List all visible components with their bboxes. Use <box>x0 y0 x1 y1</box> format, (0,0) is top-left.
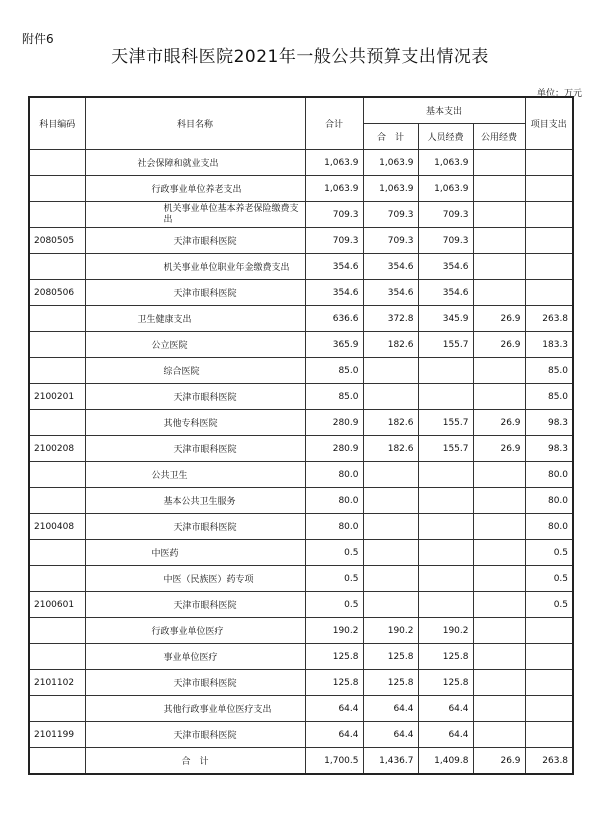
cell-personnel: 1,063.9 <box>418 150 473 176</box>
cell-public <box>473 462 525 488</box>
cell-code <box>29 540 85 566</box>
cell-personnel <box>418 384 473 410</box>
cell-personnel: 155.7 <box>418 332 473 358</box>
cell-total: 636.6 <box>305 306 363 332</box>
page-title: 天津市眼科医院2021年一般公共预算支出情况表 <box>111 47 489 67</box>
cell-total: 354.6 <box>305 280 363 306</box>
cell-total: 125.8 <box>305 670 363 696</box>
cell-basic-total <box>363 488 418 514</box>
cell-basic-total <box>363 592 418 618</box>
cell-project: 0.5 <box>525 540 573 566</box>
total-label: 合 计 <box>85 748 305 775</box>
cell-name: 天津市眼科医院 <box>85 592 305 618</box>
cell-public <box>473 358 525 384</box>
unit-label: 单位：万元 <box>536 89 582 99</box>
col-header-total: 合计 <box>305 97 363 150</box>
cell-total: 80.0 <box>305 462 363 488</box>
table-row <box>29 618 573 644</box>
cell-basic-total: 125.8 <box>363 644 418 670</box>
cell-total: 0.5 <box>305 566 363 592</box>
table-row <box>29 280 573 306</box>
cell-name: 行政事业单位养老支出 <box>85 176 305 202</box>
cell-code <box>29 488 85 514</box>
table-row <box>29 696 573 722</box>
cell-personnel: 155.7 <box>418 410 473 436</box>
cell-personnel <box>418 358 473 384</box>
cell-total: 85.0 <box>305 358 363 384</box>
table-row <box>29 488 573 514</box>
cell-personnel: 190.2 <box>418 618 473 644</box>
cell-code <box>29 254 85 280</box>
cell-basic-total <box>363 462 418 488</box>
cell-code: 2100201 <box>29 384 85 410</box>
cell-project <box>525 722 573 748</box>
cell-project <box>525 696 573 722</box>
cell-public <box>473 514 525 540</box>
cell-code <box>29 566 85 592</box>
total-code-cell <box>29 748 85 775</box>
cell-personnel <box>418 462 473 488</box>
cell-public: 26.9 <box>473 306 525 332</box>
cell-public: 26.9 <box>473 436 525 462</box>
cell-name: 社会保障和就业支出 <box>85 150 305 176</box>
cell-public <box>473 488 525 514</box>
cell-name: 公立医院 <box>85 332 305 358</box>
cell-public <box>473 618 525 644</box>
cell-basic-total <box>363 514 418 540</box>
col-header-personnel: 人员经费 <box>418 124 473 150</box>
col-header-basic: 基本支出 <box>363 97 525 124</box>
cell-project: 80.0 <box>525 488 573 514</box>
table-row <box>29 644 573 670</box>
cell-total: 64.4 <box>305 696 363 722</box>
cell-name: 行政事业单位医疗 <box>85 618 305 644</box>
cell-public <box>473 670 525 696</box>
cell-public <box>473 280 525 306</box>
cell-basic-total: 709.3 <box>363 202 418 228</box>
cell-project: 0.5 <box>525 566 573 592</box>
cell-code <box>29 332 85 358</box>
cell-project <box>525 228 573 254</box>
cell-basic-total: 182.6 <box>363 436 418 462</box>
cell-name: 中医药 <box>85 540 305 566</box>
cell-project <box>525 280 573 306</box>
cell-code: 2080506 <box>29 280 85 306</box>
cell-name: 天津市眼科医院 <box>85 228 305 254</box>
cell-personnel: 709.3 <box>418 228 473 254</box>
cell-total: 1,063.9 <box>305 150 363 176</box>
cell-code: 2080505 <box>29 228 85 254</box>
cell-total: 0.5 <box>305 592 363 618</box>
cell-personnel <box>418 514 473 540</box>
cell-public <box>473 644 525 670</box>
cell-total: 280.9 <box>305 410 363 436</box>
cell-personnel: 125.8 <box>418 644 473 670</box>
budget-table <box>28 96 574 775</box>
total-basic-total: 1,436.7 <box>363 748 418 775</box>
table-row <box>29 306 573 332</box>
cell-total: 280.9 <box>305 436 363 462</box>
cell-public <box>473 696 525 722</box>
table-row <box>29 436 573 462</box>
cell-personnel <box>418 566 473 592</box>
cell-name: 天津市眼科医院 <box>85 670 305 696</box>
table-body <box>29 150 573 748</box>
cell-project <box>525 176 573 202</box>
cell-public <box>473 176 525 202</box>
cell-basic-total: 1,063.9 <box>363 150 418 176</box>
cell-code <box>29 176 85 202</box>
table-row <box>29 150 573 176</box>
cell-personnel: 345.9 <box>418 306 473 332</box>
cell-project <box>525 670 573 696</box>
table-row <box>29 592 573 618</box>
table-row <box>29 176 573 202</box>
cell-personnel: 354.6 <box>418 254 473 280</box>
cell-basic-total: 182.6 <box>363 410 418 436</box>
cell-name: 中医（民族医）药专项 <box>85 566 305 592</box>
table-row <box>29 358 573 384</box>
col-header-code: 科目编码 <box>29 97 85 150</box>
table-row <box>29 670 573 696</box>
cell-project: 98.3 <box>525 410 573 436</box>
table-row <box>29 254 573 280</box>
cell-total: 125.8 <box>305 644 363 670</box>
cell-public <box>473 254 525 280</box>
cell-code: 2100408 <box>29 514 85 540</box>
cell-code: 2100208 <box>29 436 85 462</box>
table-row <box>29 722 573 748</box>
cell-total: 80.0 <box>305 488 363 514</box>
cell-basic-total: 354.6 <box>363 254 418 280</box>
cell-code <box>29 644 85 670</box>
cell-personnel <box>418 488 473 514</box>
cell-total: 709.3 <box>305 202 363 228</box>
cell-project: 80.0 <box>525 514 573 540</box>
cell-project: 80.0 <box>525 462 573 488</box>
cell-name: 事业单位医疗 <box>85 644 305 670</box>
cell-basic-total: 64.4 <box>363 696 418 722</box>
cell-basic-total <box>363 358 418 384</box>
cell-personnel: 64.4 <box>418 722 473 748</box>
cell-basic-total: 354.6 <box>363 280 418 306</box>
cell-code: 2100601 <box>29 592 85 618</box>
cell-total: 85.0 <box>305 384 363 410</box>
cell-project: 85.0 <box>525 384 573 410</box>
cell-public <box>473 150 525 176</box>
cell-code <box>29 202 85 228</box>
cell-personnel: 125.8 <box>418 670 473 696</box>
cell-project <box>525 618 573 644</box>
table-row <box>29 514 573 540</box>
cell-code <box>29 306 85 332</box>
cell-project: 98.3 <box>525 436 573 462</box>
col-header-basic-total: 合 计 <box>363 124 418 150</box>
cell-name: 综合医院 <box>85 358 305 384</box>
cell-project: 0.5 <box>525 592 573 618</box>
table-row <box>29 202 573 228</box>
cell-name: 天津市眼科医院 <box>85 384 305 410</box>
cell-code <box>29 618 85 644</box>
cell-public: 26.9 <box>473 410 525 436</box>
cell-project: 183.3 <box>525 332 573 358</box>
cell-basic-total: 64.4 <box>363 722 418 748</box>
col-header-project: 项目支出 <box>525 97 573 150</box>
cell-basic-total: 372.8 <box>363 306 418 332</box>
cell-public <box>473 384 525 410</box>
col-header-public: 公用经费 <box>473 124 525 150</box>
cell-public: 26.9 <box>473 332 525 358</box>
cell-name: 其他专科医院 <box>85 410 305 436</box>
table-row <box>29 384 573 410</box>
cell-personnel <box>418 540 473 566</box>
cell-basic-total <box>363 540 418 566</box>
cell-project <box>525 644 573 670</box>
cell-basic-total <box>363 566 418 592</box>
cell-public <box>473 592 525 618</box>
cell-total: 354.6 <box>305 254 363 280</box>
cell-total: 190.2 <box>305 618 363 644</box>
cell-basic-total <box>363 384 418 410</box>
cell-name: 天津市眼科医院 <box>85 514 305 540</box>
cell-personnel: 354.6 <box>418 280 473 306</box>
cell-project <box>525 254 573 280</box>
table-row <box>29 462 573 488</box>
cell-personnel: 155.7 <box>418 436 473 462</box>
cell-code <box>29 696 85 722</box>
cell-name: 公共卫生 <box>85 462 305 488</box>
cell-name: 天津市眼科医院 <box>85 436 305 462</box>
cell-project: 85.0 <box>525 358 573 384</box>
cell-project: 263.8 <box>525 306 573 332</box>
cell-total: 1,063.9 <box>305 176 363 202</box>
cell-name: 天津市眼科医院 <box>85 722 305 748</box>
cell-code <box>29 358 85 384</box>
table-row <box>29 410 573 436</box>
total-project: 263.8 <box>525 748 573 775</box>
cell-name: 机关事业单位职业年金缴费支出 <box>85 254 305 280</box>
cell-personnel <box>418 592 473 618</box>
table-row <box>29 566 573 592</box>
cell-basic-total: 190.2 <box>363 618 418 644</box>
cell-total: 64.4 <box>305 722 363 748</box>
col-header-name: 科目名称 <box>85 97 305 150</box>
table-row <box>29 228 573 254</box>
cell-personnel: 64.4 <box>418 696 473 722</box>
cell-total: 709.3 <box>305 228 363 254</box>
attachment-label: 附件6 <box>22 32 54 46</box>
cell-public <box>473 228 525 254</box>
cell-code <box>29 462 85 488</box>
cell-basic-total: 125.8 <box>363 670 418 696</box>
total-row <box>29 748 573 775</box>
cell-name: 卫生健康支出 <box>85 306 305 332</box>
cell-project <box>525 150 573 176</box>
cell-code <box>29 150 85 176</box>
cell-code: 2101199 <box>29 722 85 748</box>
cell-code: 2101102 <box>29 670 85 696</box>
total-personnel: 1,409.8 <box>418 748 473 775</box>
table-row <box>29 332 573 358</box>
cell-total: 0.5 <box>305 540 363 566</box>
cell-personnel: 1,063.9 <box>418 176 473 202</box>
total-public: 26.9 <box>473 748 525 775</box>
cell-basic-total: 709.3 <box>363 228 418 254</box>
cell-public <box>473 722 525 748</box>
cell-name: 机关事业单位基本养老保险缴费支出 <box>85 202 305 228</box>
table-row <box>29 540 573 566</box>
cell-public <box>473 566 525 592</box>
cell-code <box>29 410 85 436</box>
cell-total: 365.9 <box>305 332 363 358</box>
cell-total: 80.0 <box>305 514 363 540</box>
cell-basic-total: 1,063.9 <box>363 176 418 202</box>
cell-name: 天津市眼科医院 <box>85 280 305 306</box>
cell-personnel: 709.3 <box>418 202 473 228</box>
total-total: 1,700.5 <box>305 748 363 775</box>
cell-public <box>473 540 525 566</box>
cell-public <box>473 202 525 228</box>
cell-name: 其他行政事业单位医疗支出 <box>85 696 305 722</box>
cell-name: 基本公共卫生服务 <box>85 488 305 514</box>
cell-basic-total: 182.6 <box>363 332 418 358</box>
cell-project <box>525 202 573 228</box>
